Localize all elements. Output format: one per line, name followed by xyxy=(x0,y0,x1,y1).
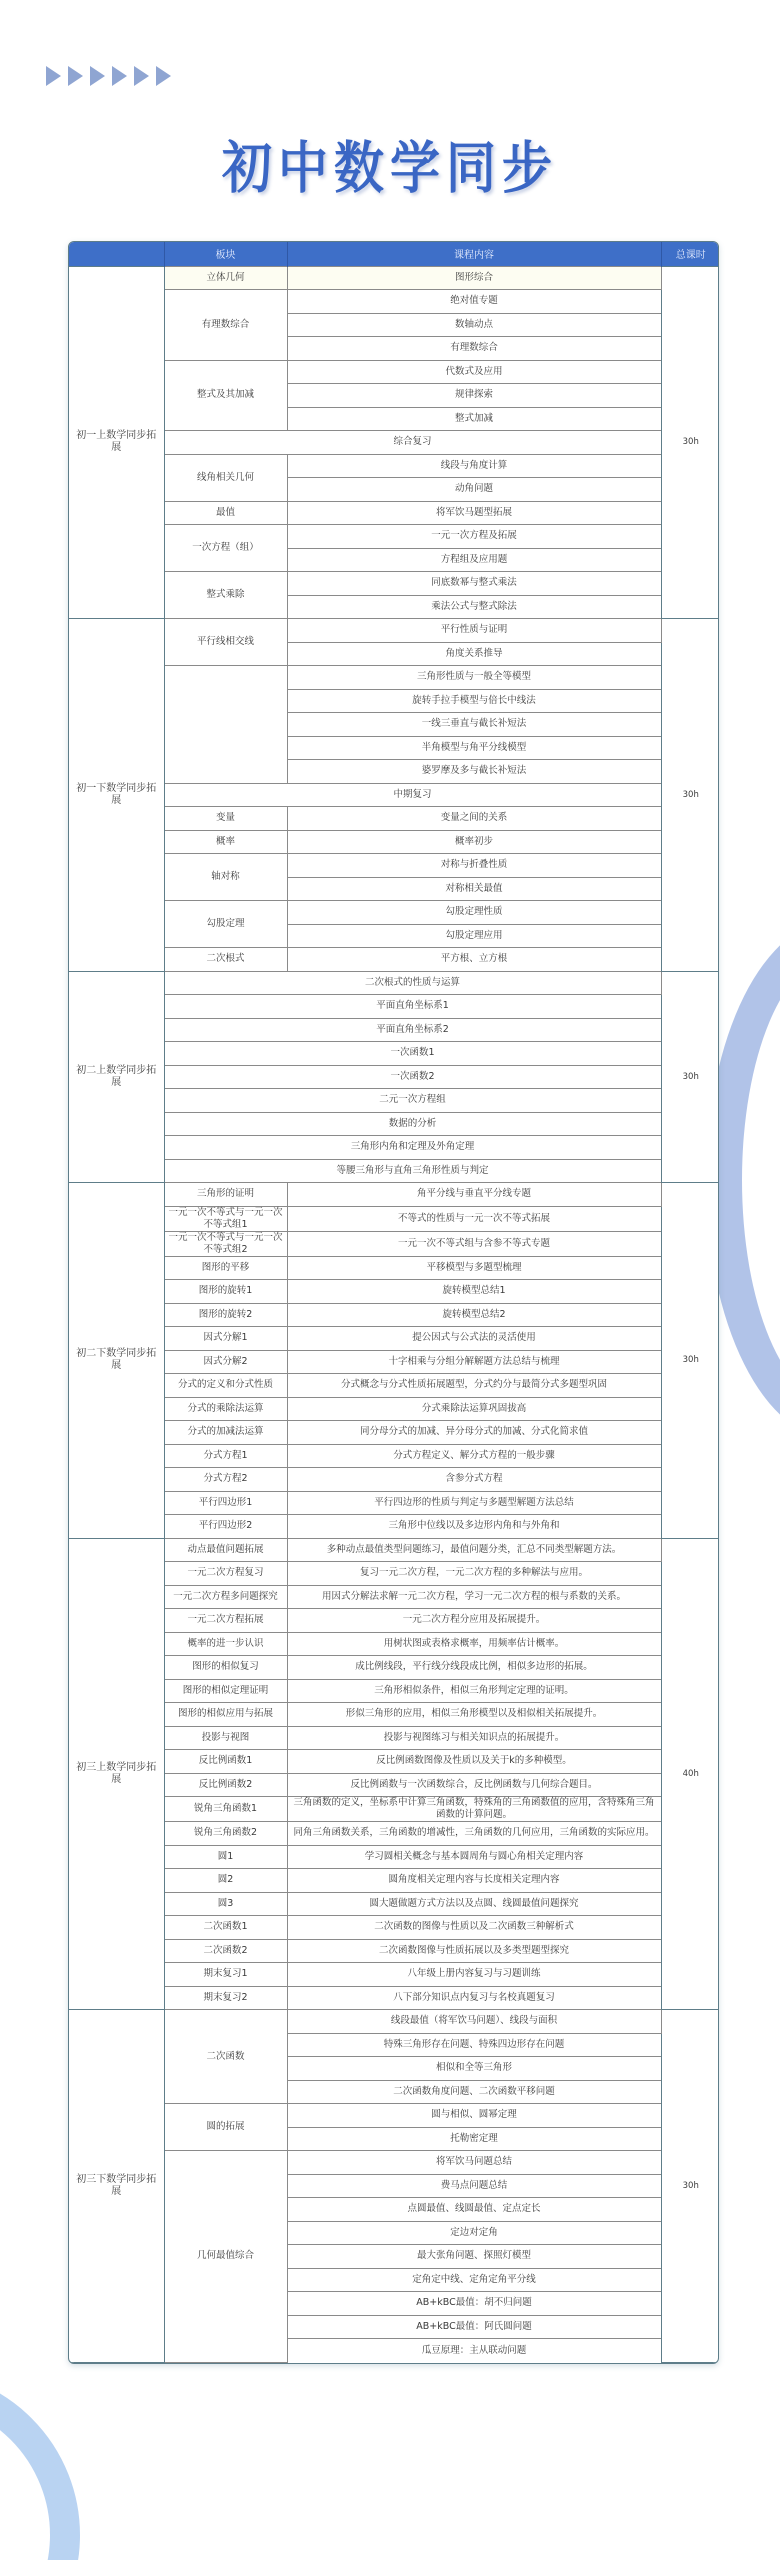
content-cell: 一元二次方程分应用及拓展提升。 xyxy=(287,1609,661,1633)
content-cell: 整式加减 xyxy=(287,407,661,431)
module-cell: 三角形的证明 xyxy=(164,1183,287,1207)
table-row xyxy=(69,1939,719,1963)
content-cell: 形似三角形的应用，相似三角形模型以及相似相关拓展提升。 xyxy=(287,1703,661,1727)
module-cell: 图形的相似应用与拓展 xyxy=(164,1703,287,1727)
merged-content-cell: 平面直角坐标系1 xyxy=(164,995,661,1019)
module-cell: 整式乘除 xyxy=(164,572,287,619)
content-cell: 用因式分解法求解一元二次方程，学习一元二次方程的根与系数的关系。 xyxy=(287,1585,661,1609)
content-cell: 将军饮马题型拓展 xyxy=(287,501,661,525)
content-cell: 含参分式方程 xyxy=(287,1468,661,1492)
table-row xyxy=(69,1562,719,1586)
content-cell: 二次函数角度问题、二次函数平移问题 xyxy=(287,2080,661,2104)
table-row xyxy=(69,290,719,314)
content-cell: 一线三垂直与截长补短法 xyxy=(287,713,661,737)
content-cell: 平方根、立方根 xyxy=(287,948,661,972)
table-row xyxy=(69,1280,719,1304)
module-cell: 圆2 xyxy=(164,1869,287,1893)
module-cell: 一元二次方程拓展 xyxy=(164,1609,287,1633)
merged-content-cell: 中期复习 xyxy=(164,783,661,807)
content-cell: 勾股定理应用 xyxy=(287,924,661,948)
content-cell: 三角形相似条件，相似三角形判定定理的证明。 xyxy=(287,1679,661,1703)
curriculum-table xyxy=(68,241,719,2364)
content-cell: 图形综合 xyxy=(287,266,661,290)
content-cell: 方程组及应用题 xyxy=(287,548,661,572)
play-arrow-icon xyxy=(46,66,61,86)
table-row xyxy=(69,1327,719,1351)
content-cell: 特殊三角形存在问题、特殊四边形存在问题 xyxy=(287,2033,661,2057)
table-row xyxy=(69,830,719,854)
module-cell: 图形的相似定理证明 xyxy=(164,1679,287,1703)
hours-cell: 30h xyxy=(661,2010,719,2363)
table-row xyxy=(69,1256,719,1280)
play-arrow-icon xyxy=(112,66,127,86)
module-cell: 轴对称 xyxy=(164,854,287,901)
content-cell: 定边对定角 xyxy=(287,2221,661,2245)
content-cell: 三角形性质与一般全等模型 xyxy=(287,666,661,690)
content-cell: 数轴动点 xyxy=(287,313,661,337)
table-row xyxy=(69,1963,719,1987)
content-cell: 对称与折叠性质 xyxy=(287,854,661,878)
module-cell: 锐角三角函数1 xyxy=(164,1797,287,1822)
merged-content-cell: 一次函数1 xyxy=(164,1042,661,1066)
content-cell: 角平分线与垂直平分线专题 xyxy=(287,1183,661,1207)
content-cell: 绝对值专题 xyxy=(287,290,661,314)
table-row xyxy=(69,1183,719,1207)
table-row xyxy=(69,1679,719,1703)
module-cell: 概率 xyxy=(164,830,287,854)
content-cell: 规律探索 xyxy=(287,384,661,408)
table-row xyxy=(69,501,719,525)
content-cell: 勾股定理性质 xyxy=(287,901,661,925)
content-cell: 一元一次方程及拓展 xyxy=(287,525,661,549)
module-cell: 概率的进一步认识 xyxy=(164,1632,287,1656)
content-cell: 点圆最值、线圆最值、定点定长 xyxy=(287,2198,661,2222)
table-row xyxy=(69,1042,719,1066)
hours-cell: 30h xyxy=(661,266,719,619)
table-row xyxy=(69,1089,719,1113)
column-header-grade xyxy=(69,242,164,266)
table-row xyxy=(69,2151,719,2175)
module-cell: 分式方程2 xyxy=(164,1468,287,1492)
content-cell: 有理数综合 xyxy=(287,337,661,361)
table-row xyxy=(69,1112,719,1136)
table-row xyxy=(69,1468,719,1492)
table-row xyxy=(69,1421,719,1445)
content-cell: 旋转模型总结1 xyxy=(287,1280,661,1304)
table-row xyxy=(69,807,719,831)
content-cell: 分式乘除法运算巩固拔高 xyxy=(287,1397,661,1421)
hours-cell: 40h xyxy=(661,1538,719,2010)
content-cell: 用树状图或表格求概率，用频率估计概率。 xyxy=(287,1632,661,1656)
table-row xyxy=(69,948,719,972)
module-cell: 一元二次方程复习 xyxy=(164,1562,287,1586)
grade-cell: 初二下数学同步拓展 xyxy=(69,1183,164,1539)
table-row xyxy=(69,2104,719,2128)
table-row xyxy=(69,1018,719,1042)
play-arrow-icon xyxy=(68,66,83,86)
page-title: 初中数学同步 xyxy=(222,136,558,201)
content-cell: 三角形中位线以及多边形内角和与外角和 xyxy=(287,1515,661,1539)
module-cell: 平行线相交线 xyxy=(164,619,287,666)
module-cell: 线角相关几何 xyxy=(164,454,287,501)
grade-cell: 初三上数学同步拓展 xyxy=(69,1538,164,2010)
content-cell: 八下部分知识点内复习与名校真题复习 xyxy=(287,1986,661,2010)
module-cell: 平行四边形2 xyxy=(164,1515,287,1539)
table-row xyxy=(69,1350,719,1374)
content-cell: 反比例函数与一次函数综合，反比例函数与几何综合题目。 xyxy=(287,1773,661,1797)
content-cell: 角度关系推导 xyxy=(287,642,661,666)
content-cell: 圆大题做题方式方法以及点圆、线圆最值问题探究 xyxy=(287,1892,661,1916)
table-row xyxy=(69,525,719,549)
table-row xyxy=(69,1538,719,1562)
grade-cell: 初二上数学同步拓展 xyxy=(69,971,164,1183)
grade-cell: 初一下数学同步拓展 xyxy=(69,619,164,972)
merged-content-cell: 平面直角坐标系2 xyxy=(164,1018,661,1042)
table-row xyxy=(69,1703,719,1727)
content-cell: 平行性质与证明 xyxy=(287,619,661,643)
content-cell: 一元一次不等式组与含参不等式专题 xyxy=(287,1231,661,1256)
table-row xyxy=(69,971,719,995)
table-row xyxy=(69,1374,719,1398)
table-row xyxy=(69,1491,719,1515)
content-cell: 提公因式与公式法的灵活使用 xyxy=(287,1327,661,1351)
table-row xyxy=(69,1797,719,1822)
table-row xyxy=(69,360,719,384)
grade-cell: 初一上数学同步拓展 xyxy=(69,266,164,619)
content-cell: 平行四边形的性质与判定与多题型解题方法总结 xyxy=(287,1491,661,1515)
module-cell: 动点最值问题拓展 xyxy=(164,1538,287,1562)
table-row xyxy=(69,783,719,807)
module-cell: 分式的定义和分式性质 xyxy=(164,1374,287,1398)
merged-content-cell: 一次函数2 xyxy=(164,1065,661,1089)
column-header-module: 板块 xyxy=(164,242,287,266)
content-cell: 托勒密定理 xyxy=(287,2127,661,2151)
content-cell: 同角三角函数关系，三角函数的增减性，三角函数的几何应用，三角函数的实际应用。 xyxy=(287,1822,661,1846)
content-cell: 复习一元二次方程，一元二次方程的多种解法与应用。 xyxy=(287,1562,661,1586)
table-row xyxy=(69,1585,719,1609)
module-cell: 一次方程（组） xyxy=(164,525,287,572)
content-cell: 反比例函数图像及性质以及关于k的多种模型。 xyxy=(287,1750,661,1774)
column-header-content: 课程内容 xyxy=(287,242,661,266)
table-row xyxy=(69,901,719,925)
content-cell: 代数式及应用 xyxy=(287,360,661,384)
content-cell: 将军饮马问题总结 xyxy=(287,2151,661,2175)
content-cell: 线段最值（将军饮马问题）、线段与面积 xyxy=(287,2010,661,2034)
table-header xyxy=(69,242,719,266)
module-cell xyxy=(164,666,287,784)
module-cell: 因式分解1 xyxy=(164,1327,287,1351)
content-cell: 对称相关最值 xyxy=(287,877,661,901)
content-cell: 旋转模型总结2 xyxy=(287,1303,661,1327)
content-cell: 分式概念与分式性质拓展题型，分式约分与最简分式多题型巩固 xyxy=(287,1374,661,1398)
content-cell: 婆罗摩及多与截长补短法 xyxy=(287,760,661,784)
module-cell: 变量 xyxy=(164,807,287,831)
content-cell: 三角函数的定义，坐标系中计算三角函数，特殊角的三角函数值的应用，含特殊角三角函数的计算问题。 xyxy=(287,1797,661,1822)
module-cell: 圆的拓展 xyxy=(164,2104,287,2151)
module-cell: 分式的加减法运算 xyxy=(164,1421,287,1445)
module-cell: 最值 xyxy=(164,501,287,525)
hours-cell: 30h xyxy=(661,1183,719,1539)
content-cell: 旋转手拉手模型与倍长中线法 xyxy=(287,689,661,713)
play-arrow-icon xyxy=(134,66,149,86)
table-row xyxy=(69,1822,719,1846)
content-cell: 费马点问题总结 xyxy=(287,2174,661,2198)
table-row xyxy=(69,666,719,690)
table-row xyxy=(69,1231,719,1256)
table-row xyxy=(69,1206,719,1231)
table-row xyxy=(69,1726,719,1750)
content-cell: 投影与视图练习与相关知识点的拓展提升。 xyxy=(287,1726,661,1750)
content-cell: 同分母分式的加减、异分母分式的加减、分式化简求值 xyxy=(287,1421,661,1445)
content-cell: 定角定中线、定角定角平分线 xyxy=(287,2268,661,2292)
play-arrow-icon xyxy=(90,66,105,86)
content-cell: 成比例线段，平行线分线段成比例，相似多边形的拓展。 xyxy=(287,1656,661,1680)
module-cell: 一元一次不等式与一元一次不等式组2 xyxy=(164,1231,287,1256)
content-cell: AB+kBC最值：阿氏圆问题 xyxy=(287,2315,661,2339)
table-row xyxy=(69,1892,719,1916)
table-row xyxy=(69,266,719,290)
content-cell: 平移模型与多题型梳理 xyxy=(287,1256,661,1280)
table-row xyxy=(69,572,719,596)
table-row xyxy=(69,995,719,1019)
module-cell: 平行四边形1 xyxy=(164,1491,287,1515)
module-cell: 勾股定理 xyxy=(164,901,287,948)
module-cell: 分式方程1 xyxy=(164,1444,287,1468)
module-cell: 立体几何 xyxy=(164,266,287,290)
module-cell: 几何最值综合 xyxy=(164,2151,287,2363)
content-cell: 圆角度相关定理内容与长度相关定理内容 xyxy=(287,1869,661,1893)
table-row xyxy=(69,854,719,878)
module-cell: 因式分解2 xyxy=(164,1350,287,1374)
content-cell: AB+kBC最值：胡不归问题 xyxy=(287,2292,661,2316)
merged-content-cell: 三角形内角和定理及外角定理 xyxy=(164,1136,661,1160)
content-cell: 瓜豆原理：主从联动问题 xyxy=(287,2339,661,2363)
content-cell: 动角问题 xyxy=(287,478,661,502)
table-row xyxy=(69,619,719,643)
content-cell: 乘法公式与整式除法 xyxy=(287,595,661,619)
content-cell: 同底数幂与整式乘法 xyxy=(287,572,661,596)
table-row xyxy=(69,1136,719,1160)
table-row xyxy=(69,431,719,455)
content-cell: 相似和全等三角形 xyxy=(287,2057,661,2081)
module-cell: 期末复习2 xyxy=(164,1986,287,2010)
module-cell: 一元二次方程多问题探究 xyxy=(164,1585,287,1609)
content-cell: 最大张角问题、探照灯模型 xyxy=(287,2245,661,2269)
module-cell: 反比例函数1 xyxy=(164,1750,287,1774)
arrow-decoration xyxy=(46,66,174,86)
table-row xyxy=(69,1397,719,1421)
table-row xyxy=(69,1845,719,1869)
module-cell: 整式及其加减 xyxy=(164,360,287,431)
table-row xyxy=(69,454,719,478)
content-cell: 学习圆相关概念与基本圆周角与圆心角相关定理内容 xyxy=(287,1845,661,1869)
module-cell: 有理数综合 xyxy=(164,290,287,361)
table-row xyxy=(69,1159,719,1183)
table-row xyxy=(69,1773,719,1797)
merged-content-cell: 等腰三角形与直角三角形性质与判定 xyxy=(164,1159,661,1183)
content-cell: 八年级上册内容复习与习题训练 xyxy=(287,1963,661,1987)
module-cell: 图形的旋转1 xyxy=(164,1280,287,1304)
module-cell: 图形的旋转2 xyxy=(164,1303,287,1327)
module-cell: 期末复习1 xyxy=(164,1963,287,1987)
merged-content-cell: 综合复习 xyxy=(164,431,661,455)
grade-cell: 初三下数学同步拓展 xyxy=(69,2010,164,2363)
table-row xyxy=(69,1303,719,1327)
module-cell: 反比例函数2 xyxy=(164,1773,287,1797)
module-cell: 二次函数2 xyxy=(164,1939,287,1963)
module-cell: 锐角三角函数2 xyxy=(164,1822,287,1846)
module-cell: 圆1 xyxy=(164,1845,287,1869)
hours-cell: 30h xyxy=(661,619,719,972)
content-cell: 线段与角度计算 xyxy=(287,454,661,478)
content-cell: 变量之间的关系 xyxy=(287,807,661,831)
module-cell: 一元一次不等式与一元一次不等式组1 xyxy=(164,1206,287,1231)
table-row xyxy=(69,1656,719,1680)
content-cell: 不等式的性质与一元一次不等式拓展 xyxy=(287,1206,661,1231)
table-row xyxy=(69,1869,719,1893)
merged-content-cell: 二元一次方程组 xyxy=(164,1089,661,1113)
module-cell: 图形的相似复习 xyxy=(164,1656,287,1680)
merged-content-cell: 数据的分析 xyxy=(164,1112,661,1136)
table-row xyxy=(69,2010,719,2034)
content-cell: 分式方程定义、解分式方程的一般步骤 xyxy=(287,1444,661,1468)
module-cell: 二次函数 xyxy=(164,2010,287,2104)
content-cell: 十字相乘与分组分解解题方法总结与梳理 xyxy=(287,1350,661,1374)
module-cell: 二次根式 xyxy=(164,948,287,972)
content-cell: 二次函数的图像与性质以及二次函数三种解析式 xyxy=(287,1916,661,1940)
column-header-hours: 总课时 xyxy=(661,242,719,266)
table-row xyxy=(69,1609,719,1633)
content-cell: 半角模型与角平分线模型 xyxy=(287,736,661,760)
merged-content-cell: 二次根式的性质与运算 xyxy=(164,971,661,995)
table-body xyxy=(69,266,719,2362)
module-cell: 圆3 xyxy=(164,1892,287,1916)
module-cell: 分式的乘除法运算 xyxy=(164,1397,287,1421)
table-row xyxy=(69,1065,719,1089)
table-row xyxy=(69,1632,719,1656)
module-cell: 二次函数1 xyxy=(164,1916,287,1940)
content-cell: 概率初步 xyxy=(287,830,661,854)
table-row xyxy=(69,1444,719,1468)
content-cell: 二次函数图像与性质拓展以及多类型题型探究 xyxy=(287,1939,661,1963)
play-arrow-icon xyxy=(156,66,171,86)
module-cell: 图形的平移 xyxy=(164,1256,287,1280)
module-cell: 投影与视图 xyxy=(164,1726,287,1750)
table-row xyxy=(69,1750,719,1774)
content-cell: 多种动点最值类型问题练习，最值问题分类，汇总不同类型解题方法。 xyxy=(287,1538,661,1562)
table-row xyxy=(69,1986,719,2010)
decorative-arc xyxy=(0,2370,80,2560)
hours-cell: 30h xyxy=(661,971,719,1183)
content-cell: 圆与相似、圆幂定理 xyxy=(287,2104,661,2128)
table-row xyxy=(69,1916,719,1940)
table-row xyxy=(69,1515,719,1539)
